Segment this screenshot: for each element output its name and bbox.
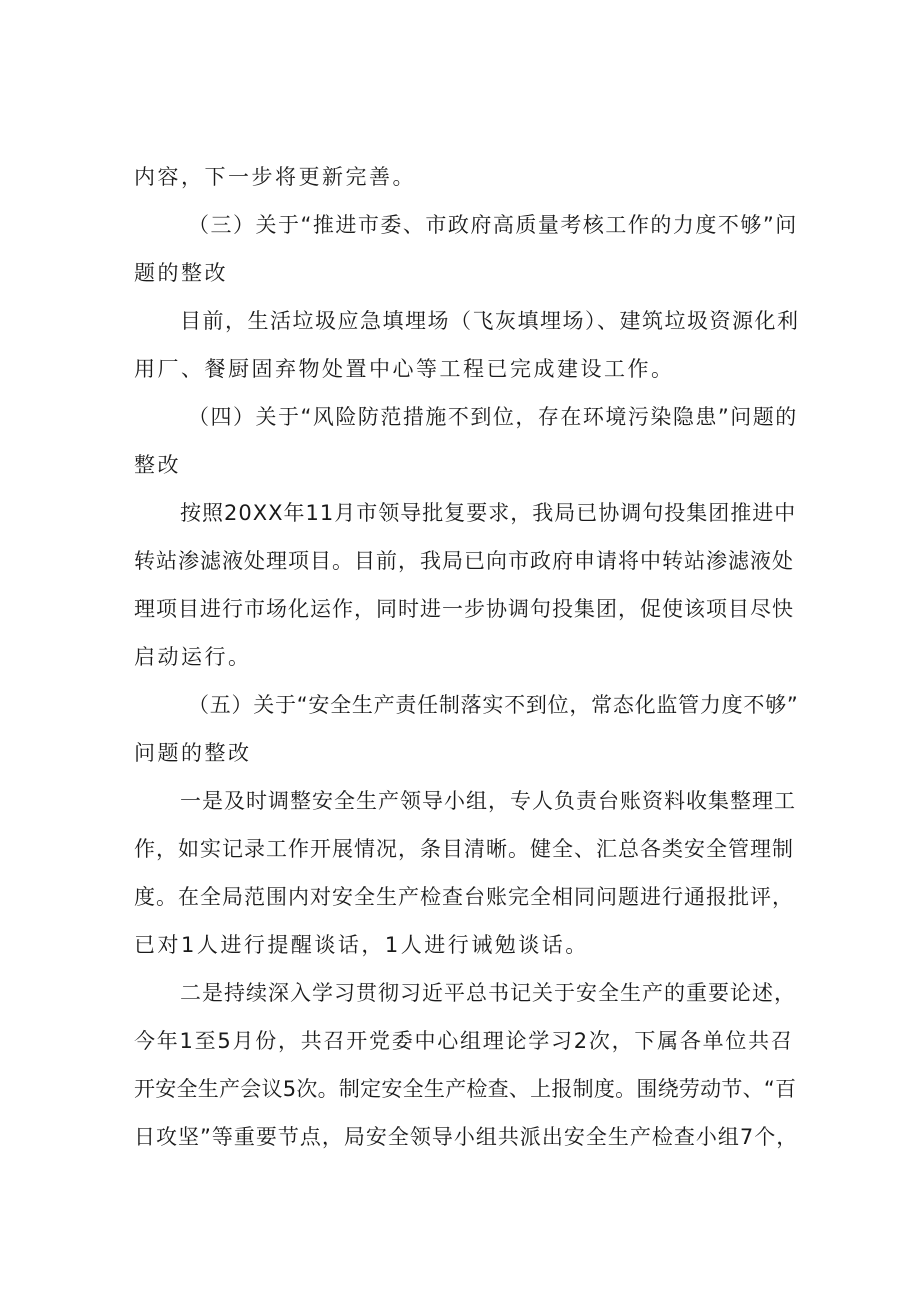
paragraph-line: 内容，下一步将更新完善。 bbox=[134, 165, 416, 189]
section-heading-3: （三）关于“推进市委、市政府高质量考核工作的力度不够”问 bbox=[188, 213, 798, 237]
paragraph-line: 开安全生产会议5次。制定安全生产检查、上报制度。围绕劳动节、“百 bbox=[134, 1077, 797, 1101]
paragraph-line: 目前，生活垃圾应急填埋场（飞灰填埋场）、建筑垃圾资源化利 bbox=[180, 309, 800, 333]
section-heading-4: （四）关于“风险防范措施不到位，存在环境污染隐患”问题的 bbox=[188, 405, 798, 429]
paragraph-line: 转站渗滤液处理项目。目前，我局已向市政府申请将中转站渗滤液处 bbox=[134, 549, 794, 573]
section-heading-5: （五）关于“安全生产责任制落实不到位，常态化监管力度不够” bbox=[188, 693, 799, 717]
paragraph-line: 启动运行。 bbox=[134, 645, 252, 669]
section-heading-5-cont: 问题的整改 bbox=[134, 741, 252, 765]
section-heading-4-cont: 整改 bbox=[134, 453, 181, 477]
paragraph-line: 二是持续深入学习贯彻习近平总书记关于安全生产的重要论述， bbox=[180, 981, 796, 1005]
paragraph-line: 已对1人进行提醒谈话，1人进行诫勉谈话。 bbox=[134, 933, 589, 957]
section-heading-3-cont: 题的整改 bbox=[134, 261, 228, 285]
paragraph-line: 度。在全局范围内对安全生产检查台账完全相同问题进行通报批评， bbox=[134, 885, 794, 909]
paragraph-line: 理项目进行市场化运作，同时进一步协调句投集团，促使该项目尽快 bbox=[134, 597, 794, 621]
paragraph-line: 日攻坚”等重要节点，局安全领导小组共派出安全生产检查小组7个， bbox=[134, 1125, 799, 1149]
paragraph-line: 作，如实记录工作开展情况，条目清晰。健全、汇总各类安全管理制 bbox=[134, 837, 794, 861]
paragraph-line: 用厂、餐厨固弃物处置中心等工程已完成建设工作。 bbox=[134, 357, 675, 381]
paragraph-line: 今年1至5月份，共召开党委中心组理论学习2次，下属各单位共召 bbox=[134, 1029, 794, 1053]
paragraph-line: 一是及时调整安全生产领导小组，专人负责台账资料收集整理工 bbox=[180, 789, 796, 813]
paragraph-line: 按照20XX年11月市领导批复要求，我局已协调句投集团推进中 bbox=[180, 501, 797, 525]
